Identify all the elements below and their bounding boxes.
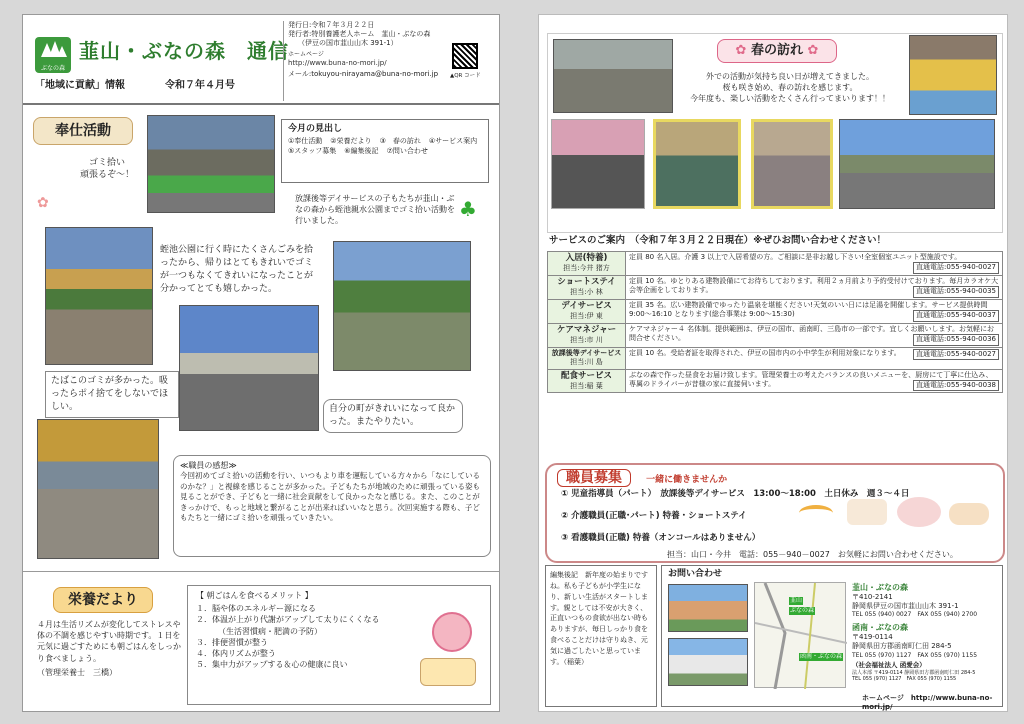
service-name-cell	[548, 347, 626, 369]
photo-residents-1	[551, 119, 645, 209]
qr-label: ▲QR コード	[450, 73, 481, 79]
service-phone[interactable]: 直通電話:055-940-0027	[913, 349, 999, 360]
service-name-cell	[548, 252, 626, 276]
spring-heading-text	[718, 40, 836, 62]
child-comment-3: 自分の町がきれいになって良かった。またやりたい。	[323, 399, 463, 433]
rainbow-icon	[799, 505, 833, 521]
service-name: 配食サービス	[560, 370, 612, 381]
publisher: 発行者:特別養護老人ホーム 韮山・ぶなの森	[288, 30, 431, 39]
nutrition-heading	[53, 587, 153, 613]
service-row	[548, 347, 1003, 369]
access-map	[754, 582, 846, 688]
contents-item: ②栄養だより	[330, 137, 372, 146]
recruit-title: 職員募集	[557, 469, 631, 487]
masthead	[31, 21, 493, 93]
flower-icon: ✿	[37, 195, 49, 211]
photo-group-children	[147, 115, 275, 213]
org2-name: 函南・ぶなの森	[852, 623, 908, 633]
issue-label: 令和７年４月号	[165, 80, 235, 91]
nutrition-text: ４月は生活リズムが変化してストレスや体の不調を感じやすい時期です。１日を元気に過ごすためにも朝ごはんをしっかり食べましょう。	[37, 620, 181, 663]
staff-impressions	[173, 455, 491, 557]
contents-item: ①奉仕活動	[288, 137, 323, 146]
service-desc-cell	[626, 299, 1003, 323]
photo-roadside-cleanup	[37, 419, 159, 559]
corporation-info: 法人本部 〒419-0114 静岡県田方郡函南町仁田 284-5 TEL 055 (970) 1127 FAX 055 (970) 1155	[852, 669, 976, 683]
service-desc: ケアマネジャー４ 名体制。提供範囲は、伊豆の国市、函南町、三島市の一部です。宜しくお願いします。お気軽にお問合せください。	[629, 324, 994, 343]
service-name: デイサービス	[561, 300, 612, 311]
map-label: 函南・ぶなの森	[800, 653, 843, 660]
map-label: ぶなの森	[790, 607, 815, 614]
service-staff: 担当:稲 葉	[570, 381, 603, 390]
masthead-info	[283, 21, 493, 101]
service-phone[interactable]: 直通電話:055-940-0027	[913, 262, 999, 273]
intestine-illustration-icon	[432, 612, 472, 652]
services-table	[547, 251, 1003, 393]
service-name-cell	[548, 369, 626, 393]
spring-heading	[717, 39, 837, 63]
contents-item: ⑥編集後記	[344, 147, 379, 156]
service-desc: ぶなの森で作った昼食をお届け致します。管理栄養士の考えたバランスの良いメニューを、厨房にて丁寧に仕込み、専属のドライバーが昔様の家に直接伺います。	[629, 370, 993, 388]
service-desc: 定員 80 名入居。介護 3 以上で入居希望の方。ご相談に是非お越し下さい!全室個室ユニット型施設です。	[629, 253, 962, 261]
service-name: 放課後等デイサービス	[551, 348, 622, 357]
service-staff: 担当:川 島	[570, 358, 603, 367]
merit-item: （生活習慣病・肥満の予防）	[218, 626, 322, 636]
recruit-box	[545, 463, 1005, 563]
photo-cake	[909, 35, 997, 115]
newsletter-title: 韮山・ぶなの森 通信	[79, 39, 289, 63]
service-desc-cell	[626, 347, 1003, 369]
photo-path-cleanup	[333, 241, 471, 371]
newsletter-page-left	[22, 14, 500, 712]
service-row	[548, 369, 1003, 393]
org1-name: 韮山・ぶなの森	[852, 583, 908, 592]
sakura-icon: ✿	[735, 43, 747, 58]
staff-impressions-title: ≪職員の感想≫	[180, 461, 237, 470]
photo-building-1	[668, 584, 748, 632]
homepage-label: ホームページ	[288, 51, 324, 59]
newsletter-page-right	[538, 14, 1008, 712]
issue-date: 発行日:令和７年３月２２日	[288, 21, 375, 29]
service-staff: 担当:市 川	[570, 336, 603, 345]
service-name-cell	[548, 323, 626, 347]
merit-item: ４．体内リズムが整う	[196, 648, 276, 658]
org2-zip: 〒419-0114	[852, 633, 893, 642]
spring-text: 外での活動が気持ち良い日が増えてきました。 桜も咲き始め、春の訪れを感じます。 今年度も、楽しい活動をたくさん行ってまいります！！	[690, 72, 890, 104]
service-name: ケアマネジャー	[556, 324, 617, 335]
contents-item: ③ 春の訪れ	[379, 137, 421, 146]
nutrition-author: （管理栄養士 三橋）	[37, 668, 117, 677]
org2-tel[interactable]: TEL 055 (970) 1127 FAX 055 (970) 1155	[852, 651, 978, 659]
handshake-icon	[949, 503, 989, 525]
service-desc: 定員 10 名。ゆとりある建物設備にてお待ちしております。利用２ヵ月前より予約受付けております。毎月カラオケ大会等企画をしております。	[629, 276, 999, 295]
map-label: 韮山	[790, 597, 803, 604]
services-heading: サービスのご案内 （令和７年３月２２日現在）※ぜひお問い合わせください！	[549, 235, 886, 246]
service-phone[interactable]: 直通電話:055-940-0037	[913, 310, 999, 321]
contents-item: ④サービス案内	[428, 137, 478, 146]
service-phone[interactable]: 直通電話:055-940-0038	[913, 380, 999, 391]
homepage-link[interactable]: http://www.buna-no-mori.jp/	[288, 59, 387, 68]
service-name-cell	[548, 299, 626, 323]
service-name: ショートステイ	[557, 276, 616, 287]
recruit-item: ② 介護職員(正職･パート) 特養・ショートステイ	[561, 511, 747, 521]
recruit-item: ③ 看護職員(正職) 特養（オンコールはありません）	[561, 533, 761, 543]
merits-title: 【 朝ごはんを食べるメリット 】	[196, 591, 313, 600]
service-row	[548, 275, 1003, 299]
corporation-name: （社会福祉法人 函愛会）	[852, 661, 926, 670]
editor-note-text: 編集後記 新年度の始まりですね。私も子どもが小学生になり、新しい生活がスタートします。親としては不安が大きく、正直いつもの食欲が出ない時もありますが、毎日しっかり食を食べることだけは守りぬき、元気に過ごしたいと思っています。（稲葉）	[550, 571, 648, 666]
service-desc-cell	[626, 369, 1003, 393]
breakfast-merits-box	[187, 585, 491, 705]
child-comment-2: たばこのゴミが多かった。吸ったらポイ捨てをしないでほしい。	[45, 371, 179, 418]
inquiry-box	[661, 565, 1003, 712]
service-name: 入居(特養)	[565, 253, 608, 263]
masthead-divider	[23, 103, 500, 105]
recruit-item: ① 児童指導員（パート） 放課後等デイサービス 13:00～18:00 土日休み 週３～４日	[561, 489, 910, 499]
photo-residents-3	[751, 119, 833, 209]
subtitle-left: 「地域に貢献」情報	[35, 80, 125, 91]
recruit-tagline: 一緒に働きませんか	[646, 475, 728, 485]
volunteer-heading	[33, 117, 133, 145]
cleanup-figure-icon: ♣	[459, 197, 477, 221]
org1-zip: 〒410-2141	[852, 593, 893, 602]
mail-address[interactable]: メール:tokuyou-nirayama@buna-no-mori.jp	[288, 70, 439, 79]
service-desc-cell	[626, 252, 1003, 276]
speech-bubble: ゴミ拾い 頑張るぞ～！	[79, 158, 134, 181]
photo-residents-2	[653, 119, 741, 209]
merit-item: ３．排便習慣が整う	[196, 637, 268, 647]
volunteer-heading-text: 奉仕活動	[55, 123, 111, 139]
contents-list	[288, 137, 482, 156]
service-desc-cell	[626, 275, 1003, 299]
eating-illustration-icon	[420, 658, 476, 686]
editor-note	[545, 565, 657, 707]
merit-item: ５．集中力がアップする＆心の健康に良い	[196, 660, 348, 670]
photo-sidewalk-cleanup	[45, 227, 153, 365]
org2-address: 静岡県田方郡函南町仁田 284-5	[852, 642, 952, 651]
contents-item: ⑦問い合わせ	[386, 147, 428, 156]
recruit-heading	[557, 467, 727, 487]
service-phone[interactable]: 直通電話:055-940-0036	[913, 334, 999, 345]
org1-address: 静岡県伊豆の国市韮山山木 391-1	[852, 602, 959, 611]
service-staff: 担当:伊 東	[570, 312, 603, 321]
service-row	[548, 299, 1003, 323]
recruit-contact[interactable]: 担当：山口・今井 電話：055－940－0027 お気軽にお問い合わせください。	[667, 550, 958, 559]
service-staff: 担当:今井 猪方	[563, 264, 610, 273]
contents-box	[281, 119, 489, 183]
sakura-icon: ✿	[807, 43, 819, 58]
photo-street-cleanup	[179, 305, 319, 431]
inquiry-homepage[interactable]: ホームページ http://www.buna-no-mori.jp/	[862, 694, 993, 712]
service-staff: 担当:小 林	[570, 288, 603, 297]
logo-text: ぶなの森	[40, 65, 65, 72]
section-divider	[23, 571, 500, 572]
nutrition-heading-text: 栄養だより	[68, 592, 138, 608]
family-illustration-icon	[897, 497, 941, 527]
inquiry-title: お問い合わせ	[668, 569, 723, 579]
child-comment-1: 蛭池公園に行く時にたくさんごみを拾ったから、帰りはとてもきれいでゴミが一つもなくてきれいになったことが分かってとても嬉しかった。	[155, 241, 325, 299]
merit-item: ２．体温が上がり代謝がアップして太りにくくなる	[196, 615, 380, 625]
service-row	[548, 323, 1003, 347]
service-desc-cell	[626, 323, 1003, 347]
spring-title: 春の訪れ	[750, 43, 803, 58]
qr-code	[452, 43, 478, 69]
volunteer-intro: 放課後等デイサービスの子もたちが韮山・ぶなの森から蛭池親水公園までゴミ拾い活動を行いました。	[295, 194, 455, 226]
staff-impressions-text: 今回初めてゴミ拾いの活動を行い、いつもより車を運転している方々から「なにしているのかな？」と視線を感じることが多かった。子どもたちが地域のために頑張っている姿も見ることができ、子どもと一緒に社会貢献をして良かったなと感じる。また、このことがきっかけで、もっと地域と繋がることが出来ればいいなと思う。次回実施する際も、子どもたちと一緒にゴミ拾いを頑張っていきたい。	[180, 471, 480, 523]
contents-item: ⑤スタッフ募集	[288, 147, 337, 156]
service-row	[548, 252, 1003, 276]
merit-item: １．脳や体のエネルギー源になる	[196, 604, 316, 614]
tree-logo-icon	[35, 37, 71, 61]
photo-residents-4	[839, 119, 995, 209]
contents-title: 今月の見出し	[288, 124, 343, 134]
address-block	[852, 582, 1002, 683]
service-phone[interactable]: 直通電話:055-940-0035	[913, 286, 999, 297]
address: （伊豆の国市韮山山木 391-1）	[298, 39, 398, 48]
caregiver-illustration-icon	[847, 499, 887, 525]
service-desc: 定員 35 名。広い建物設備でゆったり温泉を堪能ください!天気のいい日には足湯を開催します。サービス提供時間 9:00～16:10 となります(総合事業は 9:00～15:30)	[629, 300, 988, 319]
service-desc: 定員 10 名。受給者証を取得された、伊豆の国市内の小中学生が利用対象になります。	[629, 348, 901, 357]
logo	[35, 37, 71, 73]
org1-tel[interactable]: TEL 055 (940) 0027 FAX 055 (940) 2700	[852, 611, 978, 619]
service-name-cell	[548, 275, 626, 299]
photo-building-2	[668, 638, 748, 686]
